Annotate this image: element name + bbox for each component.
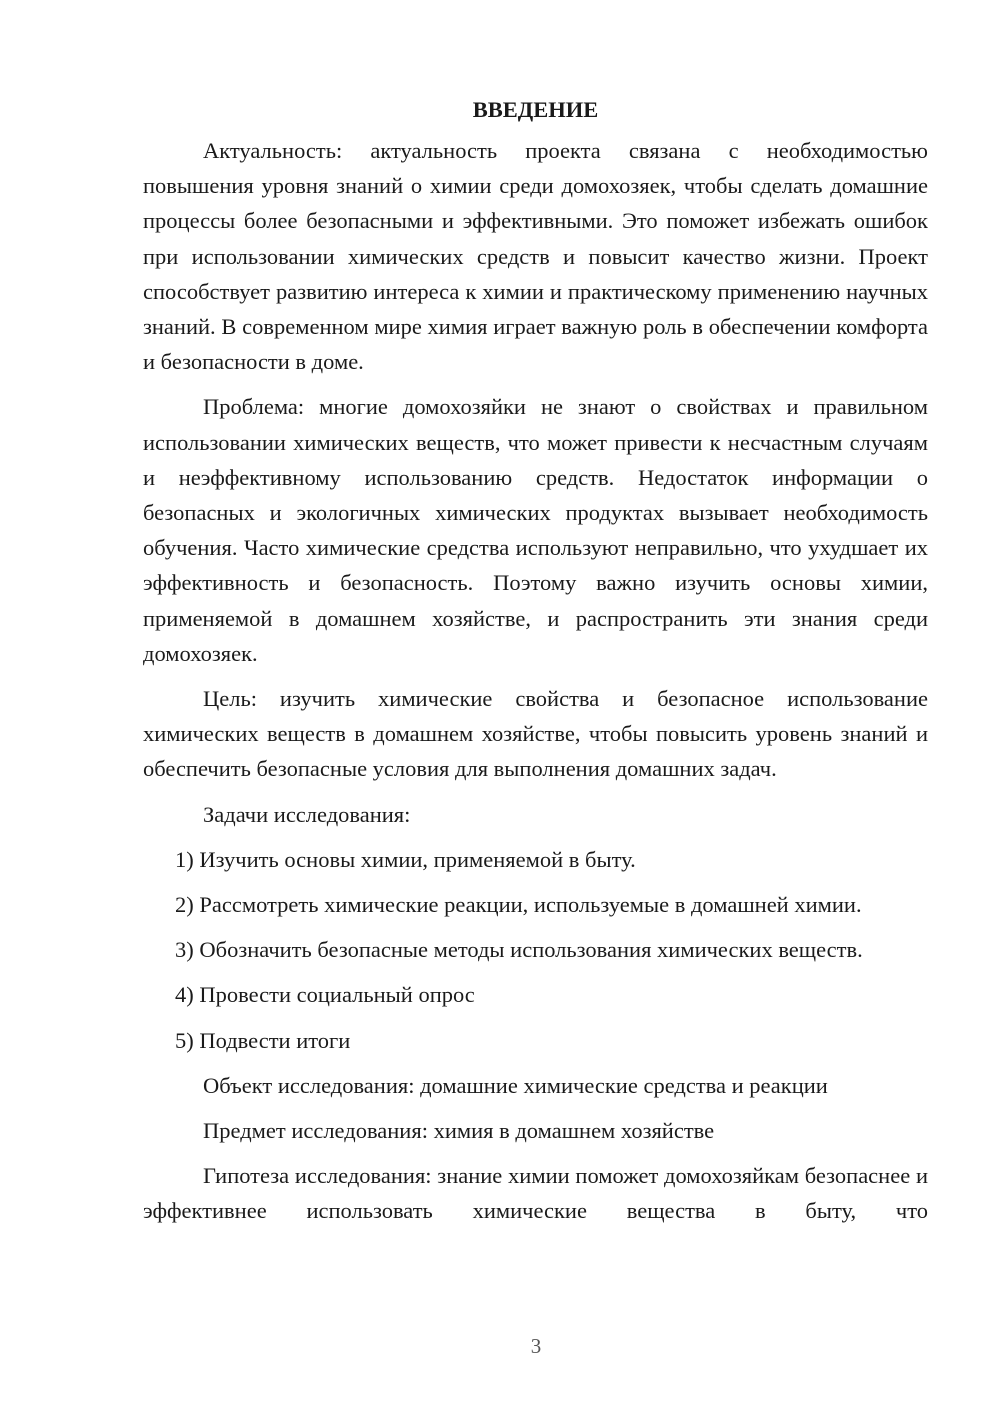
page-number: 3 [530, 1334, 542, 1358]
relevance-paragraph: Актуальность: актуальность проекта связана с необходимостью повышения уровня знаний о химии среди домохозяек, чтобы сделать домашние процессы более безопасными и эффективными. Это поможет избежать ошибок при использовании химических средств и повысит качество жизни. Проект способствует развитию интереса к химии и практическому применению научных знаний. В современном мире химия играет важную роль в обеспечении комфорта и безопасности в доме. [143, 138, 928, 375]
task-item-3: 3) Обозначить безопасные методы использования химических веществ. [175, 937, 863, 963]
hypothesis-paragraph: Гипотеза исследования: знание химии поможет домохозяйкам безопаснее и эффективнее использовать химические вещества в быту, что [143, 1163, 928, 1224]
section-title: ВВЕДЕНИЕ [472, 97, 599, 122]
task-item-2: 2) Рассмотреть химические реакции, используемые в домашней химии. [175, 892, 862, 918]
page-content [143, 92, 928, 1239]
goal-paragraph: Цель: изучить химические свойства и безопасное использование химических веществ в домашнем хозяйстве, чтобы повысить уровень знаний и обеспечить безопасные условия для выполнения домашних задач. [143, 686, 928, 782]
tasks-heading: Задачи исследования: [203, 801, 411, 827]
research-object: Объект исследования: домашние химические средства и реакции [203, 1072, 828, 1098]
task-item-1: 1) Изучить основы химии, применяемой в быту. [175, 846, 636, 872]
problem-paragraph: Проблема: многие домохозяйки не знают о свойствах и правильном использовании химических веществ, что может привести к несчастным случаям и неэффективному использованию средств. Недостаток информации о безопасных и экологичных химических продуктах вызывает необходимость обучения. Часто химические средства используют неправильно, что ухудшает их эффективность и безопасность. Поэтому важно изучить основы химии, применяемой в домашнем хозяйстве, и распространить эти знания среди домохозяек. [143, 394, 928, 666]
research-subject: Предмет исследования: химия в домашнем хозяйстве [203, 1118, 715, 1144]
task-item-5: 5) Подвести итоги [175, 1027, 351, 1053]
task-item-4: 4) Провести социальный опрос [175, 982, 475, 1008]
